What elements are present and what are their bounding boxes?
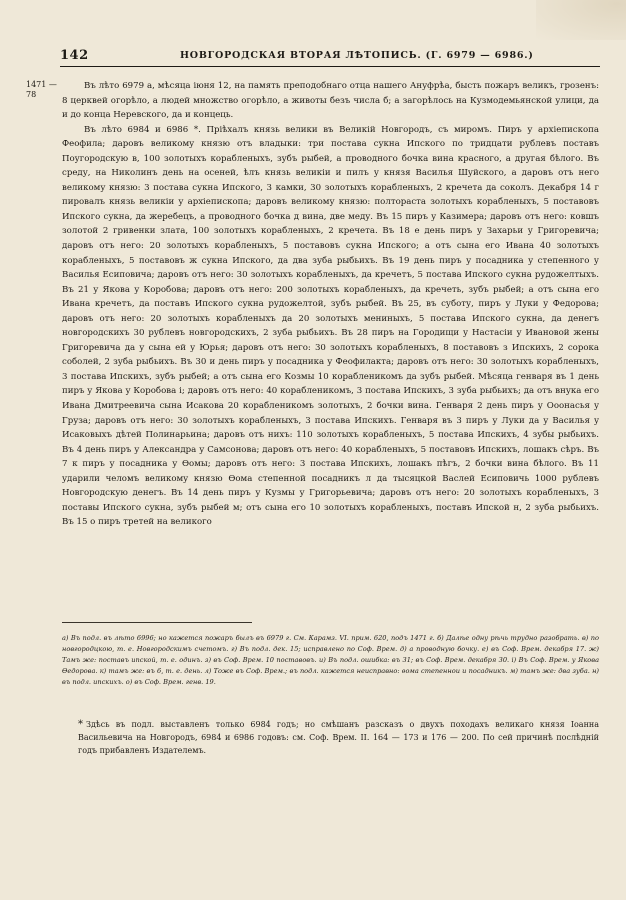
margin-year-note: 1471 — 78 (26, 80, 57, 99)
running-title: НОВГОРОДСКАЯ ВТОРАЯ ЛѢТОПИСЬ. (Г. 6979 — 6986.) (180, 50, 534, 61)
paper-stain (536, 0, 626, 40)
paragraph-fire: Въ лѣто 6979 а, мѣсяца iюня 12, на память преподобнаго отца нашего Ануфрѣа, бысть пожаръ великъ, грозенъ: 8 церквей огорѣло, а людей множство огорѣло, а животы безъ числа б; а загорѣлось на Кузмодемьянской улици, да и до конца Неревского, да и концець. (62, 81, 599, 121)
chronicle-text (62, 79, 599, 530)
editor-note (78, 718, 599, 757)
editor-note-text: Здѣсь въ подл. выставленъ только 6984 годъ; но смѣшанъ разсказъ о двухъ походахъ великаго князя Іоанна Васильевича на Новгородъ, 6984 и 6986 годовъ: см. Соф. Врем. II. 164 — 173 и 176 — 200. По сей причинѣ послѣдній годъ прибавленъ Издателемъ. (78, 720, 599, 755)
footnote-rule (62, 622, 252, 623)
page-number: 142 (60, 48, 89, 63)
asterisk-mark: * (78, 719, 83, 730)
variant-readings: а) Въ подл. въ лѣто 6996; но кажется пожаръ былъ въ 6979 г. См. Карамз. VI. прим. 620, подъ 1471 г. б) Далѣе одну рѣчь трудно разобрать. в) по новгородцкою, т. е. Новгородскимъ счетомъ. г) Въ подл. дек. 15; исправлено по Соф. Врем. д) а проводную бочку. е) въ Соф. Врем. декабря 17. ж) Тамъ же: поставъ ипской, т. е. одинъ. з) въ Соф. Врем. 10 поставовъ. и) Въ подл. ошибка: въ 31; въ Соф. Врем. декабря 30. i) Въ Соф. Врем. у Якова Ѳедорова. к) тамъ же: въ 6, т. е. день. л) Тоже въ Соф. Врем.; въ подл. кажется неисправно: ѳома степеннои и посадникъ. м) тамъ же: два зуба. н) въ подл. ипскихъ. о) въ Соф. Врем. генв. 19. (62, 634, 599, 686)
paragraph-visit: Въ лѣто 6984 и 6986 *. Прiѣхалъ князь велики въ Великiй Новгородъ, съ миромъ. Пиръ у архiепископа Феофила; даровъ великому князю отъ владыки: три постава сукна Ипского по тридцати рублевъ поставъ Поугородскую в, 100 золотыхъ корабленыхъ, зубъ рыбей, а проводного бочка вина красного, а другая бѣлого. Въ среду, на Николинъ день на осеней, ѣлъ князь великiи и пилъ у князя Василья Шуйского, а даровъ отъ него великому князю: 3 постава сукна Ипского, 3 камки, 30 золотыхъ корабленыхъ, 2 кречета да соколъ. Декабря 14 г пировалъ князь великiи у архiепископа; даровъ великому князю: полтораста золотыхъ корабленыхъ, 5 поставовъ Ипского сукна, да жеребецъ, а проводного бочка д вина, две меду. Въ 15 пиръ у Казимера; даровъ отъ него: ковшъ золотой 2 гривенки злата, 100 золотыхъ корабленыхъ, 2 кречета. Въ 18 е день пиръ у Захарьи у Григоревича; даровъ отъ него: 20 золотыхъ корабленыхъ, 5 поставовъ сукна Ипского; а отъ сына его Ивана 40 золотыхъ корабленыхъ, 5 поставовъ ж сукна Ипского, да два зуба рыбьихъ. Въ 19 день пиръ у посадника у степенного у Василья Есиповича; даровъ отъ него: 30 золотыхъ корабленыхъ, да кречетъ, 5 постава Ипского сукна рудожелтыхъ. Въ 21 у Якова у Коробова; даровъ отъ него: 200 золотыхъ корабленыхъ, да кречеть, зубъ рыбей; а отъ сына его Ивана кречетъ, да поставъ Ипского сукна рудожелтой, зубъ рыбей. Въ 25, въ суботу, пиръ у Луки у Федорова; даровъ отъ него: 20 золотыхъ корабленыхъ да 20 золотыхъ мениныхъ, 5 постава Ипского сукна, да денегъ новгородскихъ 30 рублевъ новгородскихъ, 2 зуба рыбьихъ. Въ 28 пиръ на Городищи у Настасiи у Ивановой жены Григоревича да у сына ей у Юрья; даровъ отъ него: 30 золотыхъ корабленыхъ, 8 поставовъ з Ипскихъ, 2 сорока соболей, 2 зуба рыбьихъ. Въ 30 и день пиръ у посадника у Феофилакта; даровъ отъ него: 30 золотыхъ корабленыхъ, 3 постава Ипскихъ, зубъ рыбей; а отъ сына его Козмы 10 корабленикомъ да зубъ рыбей. Мѣсяца генваря въ 1 день пиръ у Якова у Коробова i; даровъ отъ него: 40 корабленикомъ, 3 постава Ипскихъ, 3 зуба рыбьихъ; да отъ внука его Ивана Дмитреевича сына Исакова 20 корабленикомъ золотыхъ, 2 бочки вина. Генваря 2 день пиръ у Ооонасья у Груза; даровъ отъ него: 30 золотыхъ корабленыхъ, 3 постава Ипскихъ. Генваря въ 3 пиръ у Луки да у Василья у Исаковыхъ дѣтей Полинарьина; даровъ отъ нихъ: 110 золотыхъ корабленыхъ, 5 постава Ипскихъ, 4 зубы рыбьихъ. Въ 4 день пиръ у Александра у Самсонова; даровъ отъ него: 40 корабленыхъ, 5 поставовъ Ипскихъ, лошакъ сѣръ. Въ 7 к пиръ у посадника у Ѳомы; даровъ отъ него: 3 постава Ипскихъ, лошакъ пѣгъ, 2 бочки вина бѣлого. Въ 11 ударили челомъ великому князю Ѳома степенной посадникъ л да тысяцкой Васлей Есиповичь 1000 рублевъ Новгородскую денегъ. Въ 14 день пиръ у Кузмы у Григорьевича; даровъ отъ него: 20 золотыхъ корабленыхъ, 3 поставы Ипского сукна, зубъ рыбей м; отъ сына его 10 золотыхъ корабленыхъ, поставъ Ипской н, 2 зуба рыбьихъ. Въ 15 о пиръ третей на великого (62, 124, 599, 528)
page-header (60, 48, 600, 67)
